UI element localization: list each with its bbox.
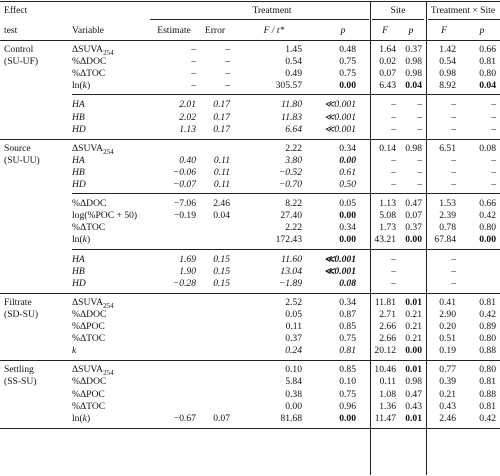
cell-sF: 0.07 bbox=[379, 68, 396, 80]
cell-ft: 81.68 bbox=[280, 412, 302, 424]
group-rule bbox=[72, 94, 500, 95]
cell-p: 0.00 bbox=[339, 80, 356, 92]
cell-iF: – bbox=[451, 265, 456, 277]
cell-p: 0.87 bbox=[339, 308, 356, 320]
cell-iF: – bbox=[451, 154, 456, 166]
cell-ip: – bbox=[491, 154, 496, 166]
cell-est: 2.02 bbox=[179, 111, 196, 123]
row-variable: %ΔTOC bbox=[72, 222, 106, 234]
cell-sF: – bbox=[391, 123, 396, 135]
cell-ip: 0.04 bbox=[479, 80, 496, 92]
cell-iF: 0.20 bbox=[439, 321, 456, 332]
cell-sp: 0.21 bbox=[405, 308, 422, 320]
cell-ip: 0.66 bbox=[479, 198, 496, 210]
row-variable: %ΔDOC bbox=[72, 56, 107, 68]
cell-p: 0.50 bbox=[339, 179, 356, 190]
cell-p: 0.75 bbox=[339, 68, 356, 80]
cell-sF: 1.13 bbox=[379, 198, 396, 210]
cell-sF: 5.08 bbox=[379, 210, 396, 222]
cell-p: 0.00 bbox=[339, 412, 356, 424]
cell-ft: 0.49 bbox=[285, 68, 302, 80]
cell-sp: 0.98 bbox=[405, 376, 422, 388]
section-effect: Filtrate bbox=[4, 296, 32, 308]
cell-iF: – bbox=[451, 99, 456, 111]
cell-ip: 0.88 bbox=[479, 345, 496, 357]
cell-sp: 0.37 bbox=[405, 44, 422, 55]
cell-sp: – bbox=[417, 123, 422, 135]
cell-sp: – bbox=[417, 166, 422, 178]
cell-ip: 0.42 bbox=[479, 308, 496, 320]
cell-est: −0.67 bbox=[173, 412, 196, 424]
cell-ft: 0.38 bbox=[285, 388, 302, 400]
cell-ft: 2.22 bbox=[285, 222, 302, 234]
cell-iF: 0.19 bbox=[439, 345, 456, 357]
cell-ft: 2.22 bbox=[285, 142, 302, 154]
header-site-p: p bbox=[408, 25, 414, 36]
cell-p: 0.96 bbox=[339, 400, 356, 412]
header-estimate: Estimate bbox=[157, 25, 191, 36]
cell-sp: 0.98 bbox=[405, 68, 422, 80]
interaction-separator bbox=[426, 1, 427, 475]
cell-ft: 0.11 bbox=[285, 321, 302, 332]
cell-sp: 0.01 bbox=[405, 296, 422, 308]
cell-p: 0.08 bbox=[339, 277, 356, 289]
cell-sp: 0.47 bbox=[405, 388, 422, 400]
cell-est: 1.13 bbox=[179, 123, 196, 135]
cell-sF: 1.08 bbox=[379, 388, 396, 400]
cell-sF: – bbox=[391, 277, 396, 289]
header-p: p bbox=[340, 25, 346, 36]
cell-ip: 0.81 bbox=[479, 296, 496, 308]
cell-p: 0.61 bbox=[339, 166, 356, 178]
section-test: (SU-UF) bbox=[4, 56, 39, 68]
cell-iF: 0.43 bbox=[439, 400, 456, 412]
cell-ft: 2.52 bbox=[285, 296, 302, 308]
cell-sp: – bbox=[417, 154, 422, 166]
cell-sF: – bbox=[391, 166, 396, 178]
cell-p: 0.05 bbox=[339, 198, 356, 210]
cell-sp: 0.21 bbox=[405, 321, 422, 332]
cell-sF: 1.64 bbox=[379, 44, 396, 55]
cell-ft: 1.45 bbox=[285, 44, 302, 55]
cell-iF: 1.53 bbox=[439, 198, 456, 210]
section-rule bbox=[0, 360, 500, 361]
cell-iF: – bbox=[451, 111, 456, 123]
row-variable: %ΔTOC bbox=[72, 400, 106, 412]
cell-ip: 0.00 bbox=[479, 234, 496, 246]
header-treatment: Treatment bbox=[252, 5, 292, 16]
cell-err: 0.07 bbox=[213, 412, 230, 424]
cell-iF: 0.78 bbox=[439, 222, 456, 234]
cell-iF: 1.42 bbox=[439, 44, 456, 55]
cell-sF: 43.21 bbox=[374, 234, 396, 246]
cell-p: 0.48 bbox=[339, 44, 356, 55]
cell-err: 0.11 bbox=[213, 179, 230, 190]
cell-est: −7.06 bbox=[173, 198, 196, 210]
cell-sF: 2.66 bbox=[379, 321, 396, 332]
cell-p: 0.00 bbox=[339, 154, 356, 166]
row-variable: %ΔDOC bbox=[72, 308, 107, 320]
cell-est: −0.06 bbox=[172, 166, 196, 178]
cell-sF: 20.12 bbox=[374, 345, 396, 357]
group-rule bbox=[72, 249, 500, 250]
row-variable: ln(k) bbox=[72, 234, 91, 246]
cell-p: ≪0.001 bbox=[324, 253, 356, 265]
section-test: (SS-SU) bbox=[4, 376, 37, 388]
row-variable: HB bbox=[72, 166, 85, 178]
cell-err: 0.17 bbox=[213, 111, 230, 123]
header-bottom-rule bbox=[0, 40, 500, 41]
cell-err: 0.15 bbox=[213, 265, 230, 277]
cell-est: – bbox=[191, 68, 196, 80]
cell-ip: 0.81 bbox=[479, 400, 496, 412]
row-variable: $\Delta SUVA_{254}$ bbox=[72, 44, 114, 57]
cell-ft: 305.57 bbox=[275, 80, 302, 92]
cell-sp: 0.01 bbox=[405, 412, 422, 424]
cell-sF: 1.73 bbox=[379, 222, 396, 234]
cell-iF: 0.54 bbox=[439, 56, 456, 68]
cell-err: 0.15 bbox=[213, 277, 230, 289]
section-effect: Source bbox=[4, 142, 31, 154]
cell-p: 0.85 bbox=[339, 364, 356, 376]
header-int-p: p bbox=[479, 25, 485, 36]
section-rule bbox=[0, 139, 500, 140]
cell-ft: 0.10 bbox=[285, 364, 302, 376]
cell-sp: – bbox=[417, 99, 422, 111]
header-ft: F / t* bbox=[263, 25, 285, 36]
cell-ip: 0.80 bbox=[479, 222, 496, 234]
cell-ft: 11.80 bbox=[281, 99, 302, 111]
cell-ft: 172.43 bbox=[275, 234, 302, 246]
cell-iF: 0.77 bbox=[439, 364, 456, 376]
cell-ft: 6.64 bbox=[285, 123, 302, 135]
section-effect: Settling bbox=[4, 364, 34, 376]
cell-sF: 0.11 bbox=[379, 376, 396, 388]
cell-ip: 0.88 bbox=[479, 388, 496, 400]
cell-sp: 0.04 bbox=[405, 80, 422, 92]
cell-err: 0.04 bbox=[213, 210, 230, 222]
cell-iF: 0.41 bbox=[439, 296, 456, 308]
treatment-underline bbox=[150, 19, 369, 20]
top-rule bbox=[0, 1, 500, 2]
cell-sF: – bbox=[391, 99, 396, 111]
cell-sp: 0.98 bbox=[405, 142, 422, 154]
row-variable: $\Delta SUVA_{254}$ bbox=[72, 296, 114, 310]
header-error: Error bbox=[204, 25, 226, 36]
cell-p: 0.10 bbox=[339, 376, 356, 388]
section-test: (SD-SU) bbox=[4, 308, 39, 320]
header-site: Site bbox=[390, 5, 406, 16]
cell-sp: 0.00 bbox=[405, 345, 422, 357]
cell-p: 0.34 bbox=[339, 142, 356, 154]
cell-iF: – bbox=[451, 277, 456, 289]
cell-ip: – bbox=[491, 179, 496, 190]
cell-p: ≪0.001 bbox=[324, 99, 356, 111]
cell-err: – bbox=[225, 44, 230, 55]
cell-ft: 0.00 bbox=[285, 400, 302, 412]
cell-p: 0.75 bbox=[339, 333, 356, 345]
cell-iF: 0.21 bbox=[439, 388, 456, 400]
site-underline bbox=[372, 19, 424, 20]
cell-est: – bbox=[191, 80, 196, 92]
row-variable: HB bbox=[72, 265, 85, 277]
cell-ip: – bbox=[491, 166, 496, 178]
cell-iF: 0.39 bbox=[439, 376, 456, 388]
row-variable: ln(k) bbox=[72, 80, 91, 92]
cell-ip: – bbox=[491, 99, 496, 111]
cell-ft: 0.24 bbox=[285, 345, 302, 357]
cell-err: 0.17 bbox=[213, 123, 230, 135]
cell-est: 1.90 bbox=[179, 265, 196, 277]
bottom-rule bbox=[0, 428, 500, 429]
cell-sp: 0.07 bbox=[405, 210, 422, 222]
cell-ft: 11.60 bbox=[281, 253, 302, 265]
cell-ip: 0.66 bbox=[479, 44, 496, 55]
cell-err: 0.11 bbox=[213, 166, 230, 178]
row-variable: $\Delta SUVA_{254}$ bbox=[72, 364, 114, 378]
row-variable: %ΔTOC bbox=[72, 333, 106, 345]
cell-ip: 0.80 bbox=[479, 333, 496, 345]
cell-p: 0.75 bbox=[339, 56, 356, 68]
cell-p: ≪0.001 bbox=[324, 111, 356, 123]
interaction-underline bbox=[428, 19, 500, 20]
cell-p: 0.34 bbox=[339, 222, 356, 234]
cell-sp: 0.21 bbox=[405, 333, 422, 345]
cell-sp: 0.01 bbox=[405, 364, 422, 376]
cell-est: −0.07 bbox=[172, 179, 196, 190]
cell-err: 0.15 bbox=[213, 253, 230, 265]
cell-ip: 0.80 bbox=[479, 364, 496, 376]
cell-sp: 0.37 bbox=[405, 222, 422, 234]
cell-sF: 1.36 bbox=[379, 400, 396, 412]
cell-p: ≪0.001 bbox=[324, 123, 356, 135]
cell-iF: 8.92 bbox=[439, 80, 456, 92]
cell-sF: 10.46 bbox=[374, 364, 396, 376]
cell-iF: 67.84 bbox=[434, 234, 456, 246]
header-variable: Variable bbox=[72, 25, 104, 36]
header-int-F: F bbox=[441, 25, 447, 36]
cell-sF: 11.81 bbox=[374, 296, 396, 308]
cell-sp: – bbox=[417, 111, 422, 123]
cell-ft: 13.04 bbox=[280, 265, 302, 277]
row-variable: log(%POC + 50) bbox=[72, 210, 138, 222]
cell-sF: 0.14 bbox=[379, 142, 396, 154]
cell-p: 0.00 bbox=[339, 210, 356, 222]
cell-ip: 0.08 bbox=[479, 142, 496, 154]
cell-ft: −1.89 bbox=[278, 277, 302, 289]
cell-sF: 11.47 bbox=[374, 412, 396, 424]
row-variable: ln(k) bbox=[72, 412, 91, 424]
cell-iF: 2.90 bbox=[439, 308, 456, 320]
cell-p: 0.75 bbox=[339, 388, 356, 400]
cell-iF: 2.39 bbox=[439, 210, 456, 222]
header-effect: Effect bbox=[4, 5, 28, 16]
cell-err: 2.46 bbox=[213, 198, 230, 210]
cell-ip: – bbox=[491, 123, 496, 135]
row-variable: %ΔDOC bbox=[72, 198, 107, 210]
cell-iF: 0.51 bbox=[439, 333, 456, 345]
cell-sF: – bbox=[391, 265, 396, 277]
row-variable: HD bbox=[72, 179, 86, 190]
cell-err: – bbox=[225, 68, 230, 80]
section-effect: Control bbox=[4, 44, 34, 55]
cell-iF: – bbox=[451, 179, 456, 190]
cell-p: 0.85 bbox=[339, 321, 356, 332]
row-variable: HA bbox=[72, 99, 85, 111]
cell-ip: 0.81 bbox=[479, 376, 496, 388]
cell-ip: 0.89 bbox=[479, 321, 496, 332]
cell-err: – bbox=[225, 80, 230, 92]
row-variable: HD bbox=[72, 123, 86, 135]
cell-sF: 2.71 bbox=[379, 308, 396, 320]
cell-sF: 0.02 bbox=[379, 56, 396, 68]
row-variable: HB bbox=[72, 111, 85, 123]
cell-est: −0.19 bbox=[173, 210, 196, 222]
cell-iF: 2.46 bbox=[439, 412, 456, 424]
cell-est: – bbox=[191, 56, 196, 68]
cell-p: 0.81 bbox=[339, 345, 356, 357]
cell-ip: 0.42 bbox=[479, 210, 496, 222]
cell-sF: – bbox=[391, 111, 396, 123]
cell-sF: 6.43 bbox=[379, 80, 396, 92]
cell-sF: – bbox=[391, 154, 396, 166]
cell-sp: 0.00 bbox=[405, 234, 422, 246]
site-separator bbox=[370, 1, 371, 475]
cell-sp: 0.43 bbox=[405, 400, 422, 412]
cell-ft: 5.84 bbox=[285, 376, 302, 388]
cell-sp: 0.47 bbox=[405, 198, 422, 210]
cell-est: – bbox=[191, 44, 196, 55]
cell-sF: – bbox=[391, 179, 396, 190]
cell-err: 0.17 bbox=[213, 99, 230, 111]
row-variable: HD bbox=[72, 277, 86, 289]
header-site-F: F bbox=[382, 25, 388, 36]
header-test: test bbox=[4, 25, 18, 36]
row-variable: %ΔTOC bbox=[72, 68, 106, 80]
cell-ft: −0.70 bbox=[278, 179, 302, 190]
cell-ip: 0.42 bbox=[479, 412, 496, 424]
section-rule bbox=[0, 293, 500, 294]
cell-iF: – bbox=[451, 253, 456, 265]
cell-ft: 11.83 bbox=[281, 111, 302, 123]
row-variable: $\Delta SUVA_{254}$ bbox=[72, 142, 114, 156]
cell-err: 0.11 bbox=[213, 154, 230, 166]
cell-ip: 0.80 bbox=[479, 68, 496, 80]
cell-p: ≪0.001 bbox=[324, 265, 356, 277]
cell-ip: 0.81 bbox=[479, 56, 496, 68]
cell-p: 0.00 bbox=[339, 234, 356, 246]
cell-est: 0.40 bbox=[179, 154, 196, 166]
cell-sp: 0.98 bbox=[405, 56, 422, 68]
cell-sp: – bbox=[417, 179, 422, 190]
header-interaction: Treatment × Site bbox=[430, 5, 496, 16]
cell-ft: 3.80 bbox=[285, 154, 302, 166]
cell-sF: – bbox=[391, 253, 396, 265]
row-variable: HA bbox=[72, 154, 85, 166]
row-variable: %ΔDOC bbox=[72, 376, 107, 388]
cell-est: 1.69 bbox=[179, 253, 196, 265]
row-variable: HA bbox=[72, 253, 85, 265]
cell-est: 2.01 bbox=[179, 99, 196, 111]
row-variable: %ΔPOC bbox=[72, 321, 105, 332]
row-variable: k bbox=[72, 345, 77, 357]
cell-iF: – bbox=[451, 123, 456, 135]
cell-ip: – bbox=[491, 111, 496, 123]
cell-p: 0.34 bbox=[339, 296, 356, 308]
cell-ft: 27.40 bbox=[280, 210, 302, 222]
cell-ft: 8.22 bbox=[285, 198, 302, 210]
cell-iF: – bbox=[451, 166, 456, 178]
cell-err: – bbox=[225, 56, 230, 68]
cell-iF: 6.51 bbox=[439, 142, 456, 154]
cell-sF: 2.66 bbox=[379, 333, 396, 345]
row-variable: %ΔPOC bbox=[72, 388, 105, 400]
group-rule bbox=[72, 193, 500, 194]
cell-ft: 0.05 bbox=[285, 308, 302, 320]
cell-ft: −0.52 bbox=[278, 166, 302, 178]
cell-iF: 0.98 bbox=[439, 68, 456, 80]
cell-ft: 0.54 bbox=[285, 56, 302, 68]
cell-ft: 0.37 bbox=[285, 333, 302, 345]
section-test: (SU-UU) bbox=[4, 154, 40, 166]
cell-est: −0.28 bbox=[172, 277, 196, 289]
